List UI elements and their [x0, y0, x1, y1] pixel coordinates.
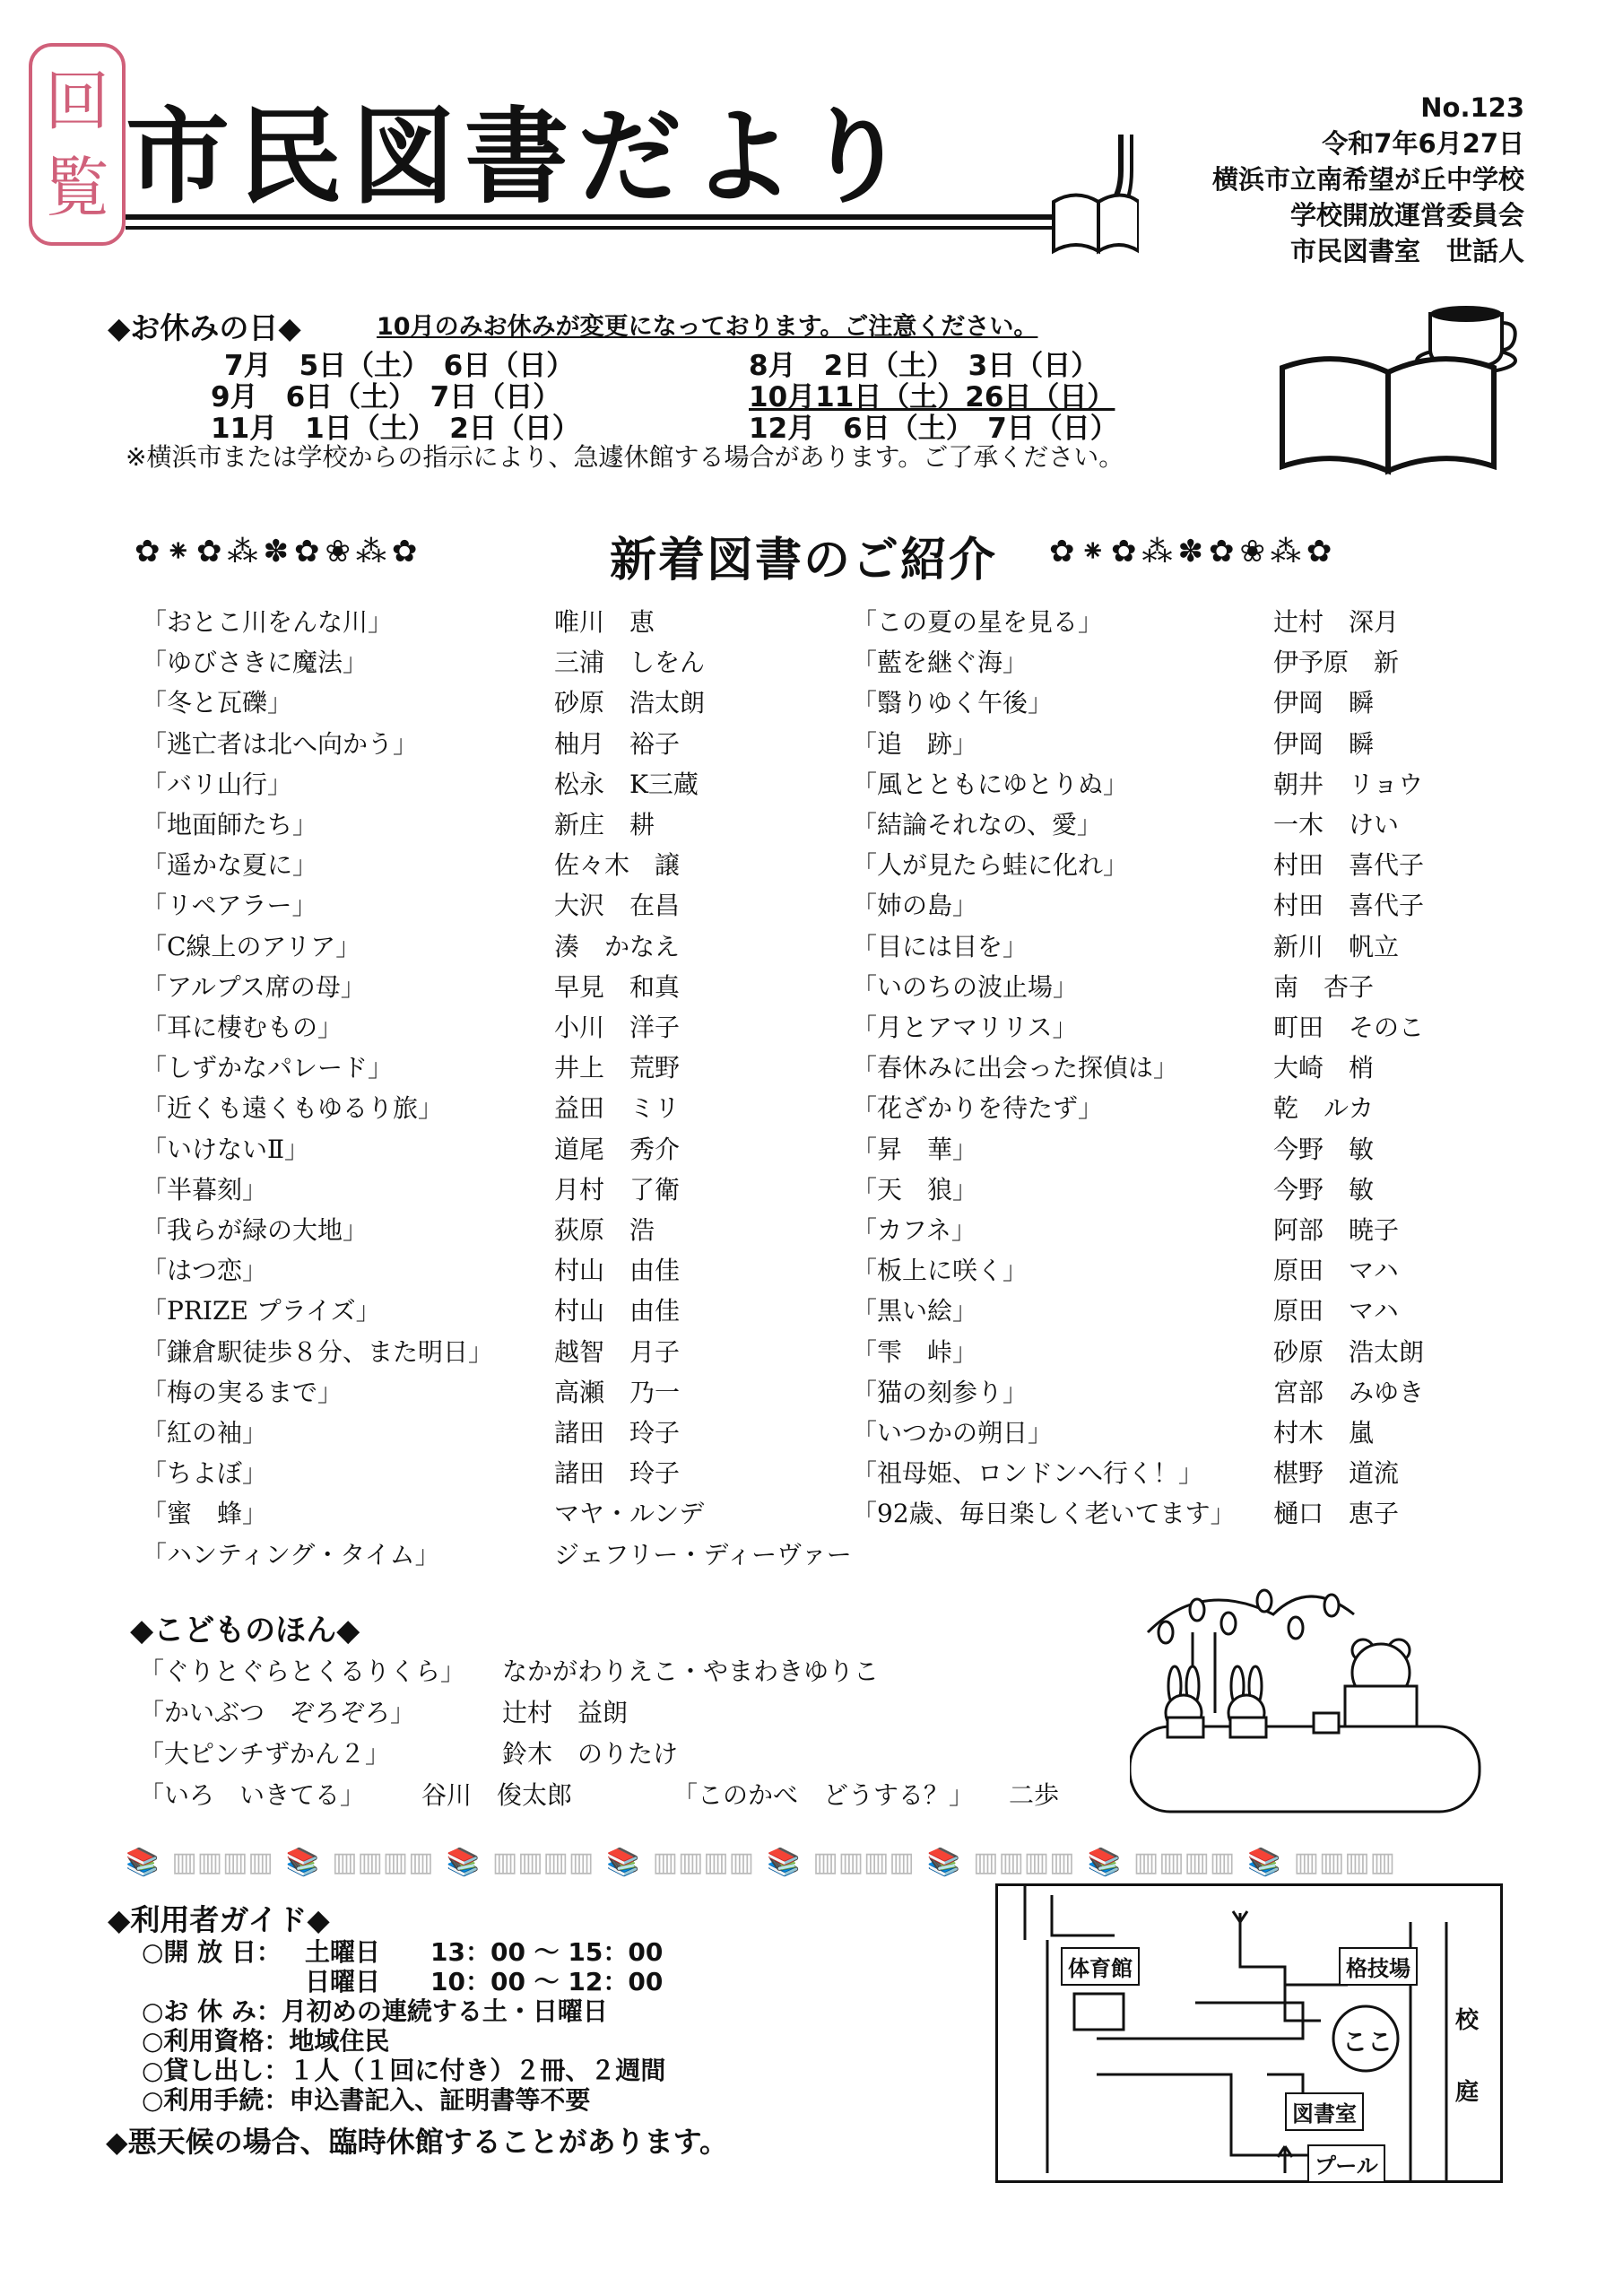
org-committee: 学校開放運営委員会: [1289, 200, 1524, 230]
new-book-title: 「天 狼」: [852, 1174, 978, 1205]
book-icon: 📚: [926, 1846, 961, 1878]
new-book-title: 「春休みに出会った探偵は」: [852, 1053, 1179, 1083]
new-book-author: 佐々木 譲: [554, 850, 681, 881]
kids-book-author: 二歩: [1009, 1780, 1060, 1810]
circulation-stamp: [29, 43, 126, 246]
newsletter-meta: [1212, 90, 1524, 269]
book-icon: ▥▥▥▥: [812, 1846, 915, 1878]
kids-book-title: 「いろ いきてる」: [139, 1780, 366, 1810]
new-book-author: 諸田 玲子: [554, 1418, 681, 1448]
stamp-char-1: 回: [44, 64, 109, 139]
new-book-author: 原田 マハ: [1273, 1256, 1399, 1286]
book-icon: ▥▥▥▥: [652, 1846, 754, 1878]
new-book-title: 「リペアラー」: [142, 891, 317, 921]
holiday-row: 8月 2日（土） 3日（日）: [749, 350, 1099, 382]
holiday-row: 9月 6日（土） 7日（日）: [211, 381, 561, 413]
new-book-author: 砂原 浩太朗: [554, 688, 706, 718]
new-book-title: 「祖母姫、ロンドンへ行く！」: [852, 1458, 1204, 1489]
new-book-title: 「目には目を」: [852, 931, 1028, 961]
user-guide-heading: ◆利用者ガイド◆: [108, 1902, 330, 1937]
new-book-author: 一木 けい: [1273, 810, 1400, 839]
new-book-author: 新川 帆立: [1273, 931, 1400, 961]
new-book-title: 「ゆびさきに魔法」: [142, 648, 369, 678]
new-book-title: 「遥かな夏に」: [142, 850, 318, 881]
new-book-title: 「紅の袖」: [142, 1418, 268, 1448]
guide-open-sunday: 日曜日 10：00 ～ 12：00: [305, 1967, 664, 1996]
new-book-author: 唯川 恵: [554, 607, 655, 637]
new-book-author: 原田 マハ: [1273, 1296, 1399, 1326]
new-book-author: 湊 かなえ: [554, 931, 681, 961]
new-book-author: 益田 ミリ: [554, 1093, 681, 1124]
holiday-row: 10月11日（土）26日（日）: [749, 381, 1115, 413]
new-book-author: 村山 由佳: [554, 1296, 681, 1326]
new-book-author: 阿部 暁子: [1273, 1215, 1400, 1245]
new-book-title: 「C線上のアリア」: [142, 931, 361, 961]
new-book-title: 「アルプス席の母」: [142, 971, 366, 1002]
new-book-author: 大沢 在昌: [554, 891, 681, 921]
decorative-flourish-left: ✿⁕✿⁂✽✿❀⁂✿: [135, 534, 423, 570]
new-book-title: 「カフネ」: [852, 1215, 976, 1245]
book-icon: ▥▥▥▥: [1133, 1846, 1236, 1878]
kids-book-author: 鈴木 のりたけ: [502, 1739, 679, 1769]
holiday-row: 12月 6日（土） 7日（日）: [749, 413, 1118, 445]
book-icon: ▥▥▥▥: [973, 1846, 1075, 1878]
new-book-author: 砂原 浩太朗: [1273, 1336, 1425, 1367]
new-book-author: 諸田 玲子: [554, 1458, 681, 1489]
issue-date: 令和7年6月27日: [1322, 128, 1524, 159]
kids-book-author: 辻村 益朗: [502, 1698, 629, 1727]
new-book-title: 「藍を継ぐ海」: [852, 648, 1028, 678]
new-book-title: 「黒い絵」: [852, 1296, 978, 1326]
new-book-title: 「近くも遠くもゆるり旅」: [142, 1093, 444, 1124]
kids-book-title: 「ぐりとぐらとくるりくら」: [139, 1657, 466, 1686]
kids-book-author: なかがわりえこ・やまわきゆりこ: [502, 1657, 880, 1686]
kids-book-title: 「かいぶつ ぞろぞろ」: [139, 1698, 416, 1727]
kids-book-title: 「このかべ どうする？」: [673, 1780, 975, 1810]
new-book-author: 三浦 しをん: [554, 648, 706, 678]
new-book-title: 「我らが緑の大地」: [142, 1215, 369, 1245]
new-book-author: 伊予原 新: [1273, 648, 1400, 678]
new-book-title: 「人が見たら蛙に化れ」: [852, 850, 1129, 881]
map-library-label: 図書室: [1285, 2092, 1364, 2131]
new-book-author: 早見 和真: [554, 971, 681, 1002]
book-icon: 📚: [606, 1846, 640, 1878]
closure-warning: ※横浜市または学校からの指示により、急遽休館する場合があります。ご了承ください。: [126, 442, 1124, 472]
new-book-author: 村木 嵐: [1273, 1418, 1375, 1448]
org-school: 横浜市立南希望が丘中学校: [1211, 164, 1524, 195]
holiday-row: 7月 5日（土） 6日（日）: [224, 350, 575, 382]
new-book-author: 松永 K三蔵: [554, 769, 699, 799]
new-book-title: 「いつかの朔日」: [852, 1418, 1054, 1448]
new-book-title: 「いけないⅡ」: [142, 1134, 310, 1164]
book-icon: 📚: [126, 1846, 160, 1878]
new-book-author: 樋口 恵子: [1273, 1499, 1400, 1529]
bad-weather-notice: ◆悪天候の場合、臨時休館することがあります。: [106, 2125, 729, 2159]
kids-book-title: 「大ピンチずかん２」: [139, 1739, 391, 1769]
new-book-title: 「いのちの波止場」: [852, 971, 1079, 1002]
new-book-title: 「はつ恋」: [142, 1256, 268, 1286]
new-book-title: 「しずかなパレード」: [142, 1053, 394, 1083]
new-book-title: 「耳に棲むもの」: [142, 1013, 343, 1042]
new-book-title: 「雫 峠」: [852, 1336, 978, 1367]
new-book-title: 「梅の実るまで」: [142, 1377, 343, 1407]
new-book-author: 高瀬 乃一: [554, 1377, 681, 1407]
new-book-author: 伊岡 瞬: [1273, 728, 1375, 759]
new-book-author: 越智 月子: [554, 1336, 681, 1367]
book-icon: ▥▥▥▥: [491, 1846, 595, 1878]
new-book-author: 朝井 リョウ: [1273, 769, 1424, 799]
new-book-title: 「翳りゆく午後」: [852, 688, 1054, 718]
holiday-note: 10月のみお休みが変更になっております。ご注意ください。: [377, 313, 1038, 341]
book-icon: 📚: [446, 1846, 480, 1878]
newsletter-title: 市民図書だより: [126, 96, 916, 218]
new-book-author: 村山 由佳: [554, 1256, 681, 1286]
new-book-title: 「おとこ川をんな川」: [142, 607, 394, 637]
book-icon: 📚: [1247, 1846, 1281, 1878]
map-yard-label: 校庭: [1455, 2007, 1480, 2106]
new-book-title: 「ちよぼ」: [142, 1458, 268, 1489]
new-book-title: 「結論それなの、愛」: [852, 810, 1102, 839]
book-icon: ▥▥▥▥: [171, 1846, 273, 1878]
header-rule-book-icon: [126, 135, 1139, 269]
new-book-author: 椹野 道流: [1273, 1458, 1400, 1489]
new-book-author: マヤ・ルンデ: [554, 1499, 705, 1529]
new-book-title: 「月とアマリリス」: [852, 1013, 1078, 1042]
map-gym-label: 体育館: [1061, 1947, 1140, 1986]
new-book-title: 「92歳、毎日楽しく老いてます」: [852, 1499, 1236, 1529]
book-icon: 📚: [285, 1846, 320, 1878]
guide-lending: ○貸し出し：１人（１回に付き）２冊、２週間: [142, 2056, 666, 2085]
map-dojo-label: 格技場: [1339, 1947, 1418, 1986]
book-icon: ▥▥▥▥: [332, 1846, 434, 1878]
new-book-title: 「冬と瓦礫」: [142, 688, 293, 718]
new-book-title: 「バリ山行」: [142, 769, 293, 799]
book-icon: 📚: [767, 1846, 801, 1878]
kids-book-author: 谷川 俊太郎: [421, 1780, 573, 1810]
new-book-title: 「姉の島」: [852, 891, 978, 921]
guide-open-label: ○開 放 日：: [142, 1937, 282, 1967]
new-book-title: 「半暮刻」: [142, 1174, 268, 1205]
new-book-title: 「鎌倉駅徒歩８分、また明日」: [142, 1336, 494, 1367]
new-book-title: 「蜜 蜂」: [142, 1499, 268, 1529]
kids-books-heading: ◆こどものほん◆: [130, 1613, 360, 1648]
new-book-author: 宮部 みゆき: [1273, 1377, 1425, 1407]
holiday-row: 11月 1日（土） 2日（日）: [211, 413, 580, 445]
new-book-title: 「追 跡」: [852, 728, 978, 759]
book-divider: [126, 1846, 1488, 1878]
book-icon: 📚: [1087, 1846, 1121, 1878]
new-book-title: 「花ざかりを待たず」: [852, 1093, 1104, 1124]
new-book-author: 荻原 浩: [554, 1215, 655, 1245]
decorative-flourish-right: ✿⁕✿⁂✽✿❀⁂✿: [1049, 534, 1338, 570]
new-book-author: 今野 敏: [1273, 1174, 1375, 1205]
book-icon: ▥▥▥▥: [1293, 1846, 1395, 1878]
map-pool-label: プール: [1307, 2144, 1385, 2183]
map-lines: [998, 1886, 1500, 2180]
new-book-author: 乾 ルカ: [1273, 1093, 1375, 1124]
issue-number: No.123: [1420, 92, 1524, 123]
new-book-author: 井上 荒野: [554, 1053, 681, 1083]
holiday-heading: ◆お休みの日◆: [108, 310, 301, 345]
new-book-title: 「PRIZE プライズ」: [142, 1296, 381, 1326]
new-book-author: 柚月 裕子: [554, 728, 681, 759]
new-book-title: 「ハンティング・タイム」: [142, 1539, 440, 1570]
new-book-author: 大崎 梢: [1273, 1053, 1375, 1083]
guide-open-saturday: 土曜日 13：00 ～ 15：00: [305, 1937, 664, 1967]
new-book-author: 小川 洋子: [554, 1013, 681, 1042]
org-room: 市民図書室 世話人: [1289, 236, 1524, 266]
new-book-title: 「板上に咲く」: [852, 1256, 1028, 1286]
new-book-title: 「風とともにゆとりぬ」: [852, 769, 1129, 799]
new-book-author: 村田 喜代子: [1273, 891, 1425, 921]
guide-eligibility: ○利用資格：地域住民: [142, 2026, 390, 2056]
new-book-author: 今野 敏: [1273, 1134, 1375, 1164]
new-book-title: 「逃亡者は北へ向かう」: [142, 728, 419, 759]
new-book-author: 辻村 深月: [1273, 607, 1400, 637]
new-book-author: 村田 喜代子: [1273, 850, 1425, 881]
new-book-author: 伊岡 瞬: [1273, 688, 1375, 718]
new-book-author: 南 杏子: [1273, 971, 1375, 1002]
new-book-author: 新庄 耕: [554, 810, 655, 839]
new-book-author: ジェフリー・ディーヴァー: [554, 1539, 852, 1570]
new-books-heading: 新着図書のご紹介: [610, 534, 998, 587]
new-book-author: 道尾 秀介: [554, 1134, 681, 1164]
new-book-title: 「昇 華」: [852, 1134, 978, 1164]
guide-closed: ○お 休 み：月初めの連続する土・日曜日: [142, 1996, 608, 2026]
reading-animals-illustration: [1130, 1578, 1488, 1821]
new-book-author: 月村 了衛: [554, 1174, 681, 1205]
guide-procedure: ○利用手続：申込書記入、証明書等不要: [142, 2085, 591, 2115]
school-map: [995, 1883, 1503, 2183]
map-here-label: ここ: [1342, 2027, 1393, 2057]
new-book-author: 町田 そのこ: [1273, 1013, 1425, 1042]
new-book-title: 「この夏の星を見る」: [852, 607, 1104, 637]
new-book-title: 「地面師たち」: [142, 810, 318, 839]
coffee-book-illustration: [1273, 296, 1542, 484]
stamp-char-2: 覧: [44, 150, 109, 225]
new-book-title: 「猫の刻参り」: [852, 1377, 1028, 1407]
